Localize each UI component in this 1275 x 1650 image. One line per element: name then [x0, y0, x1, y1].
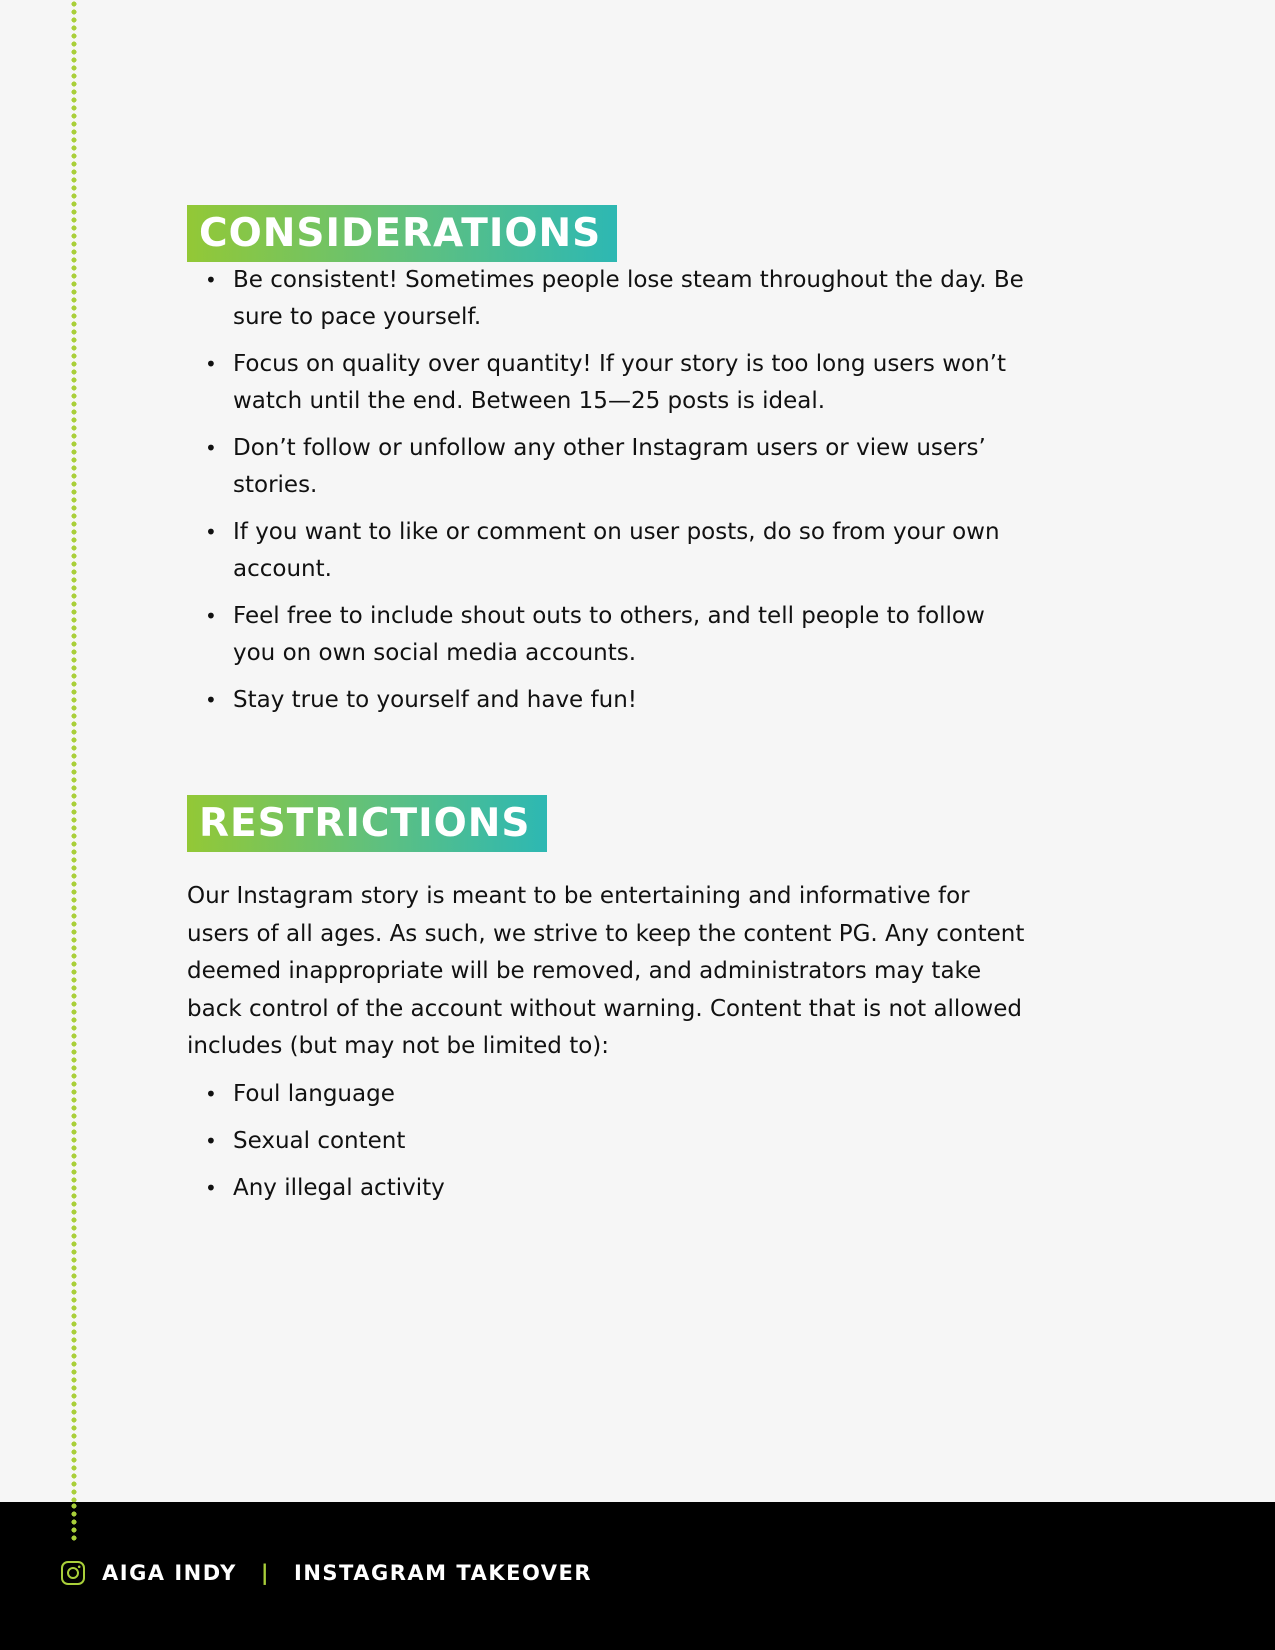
list-item: • Focus on quality over quantity! If your story is too long users won’t watch until the end. Between 15—25 posts is ideal. — [187, 346, 1027, 420]
considerations-section — [187, 205, 1027, 719]
footer-brand: AIGA INDY — [102, 1561, 237, 1585]
considerations-heading: CONSIDERATIONS — [187, 205, 617, 262]
footer-label-row — [60, 1560, 592, 1586]
list-item: • Sexual content — [187, 1123, 1027, 1160]
list-item: • Don’t follow or unfollow any other Instagram users or view users’ stories. — [187, 430, 1027, 504]
list-item: • Be consistent! Sometimes people lose steam throughout the day. Be sure to pace yourself. — [187, 262, 1027, 336]
footer-dotted-line — [71, 1502, 77, 1542]
list-item: • Any illegal activity — [187, 1170, 1027, 1207]
footer-separator: | — [260, 1561, 271, 1585]
restrictions-list — [187, 1076, 1027, 1207]
main-content — [187, 205, 1027, 1217]
restrictions-section — [187, 795, 1027, 1207]
restrictions-paragraph: Our Instagram story is meant to be entertaining and informative for users of all ages. As such, we strive to keep the content PG. Any content deemed inappropriate will be removed, and administrators may take back control of the account without warning. Content that is not allowed includes (but may not be limited to): — [187, 883, 1025, 1059]
list-item: • Feel free to include shout outs to others, and tell people to follow you on own social media accounts. — [187, 598, 1027, 672]
considerations-list — [187, 262, 1027, 719]
dotted-margin-line — [71, 0, 77, 1542]
list-item: • Stay true to yourself and have fun! — [187, 682, 1027, 719]
list-item: • Foul language — [187, 1076, 1027, 1113]
restrictions-heading: RESTRICTIONS — [187, 795, 547, 852]
list-item: • If you want to like or comment on user posts, do so from your own account. — [187, 514, 1027, 588]
footer-title: INSTAGRAM TAKEOVER — [294, 1561, 592, 1585]
instagram-icon — [60, 1560, 86, 1586]
